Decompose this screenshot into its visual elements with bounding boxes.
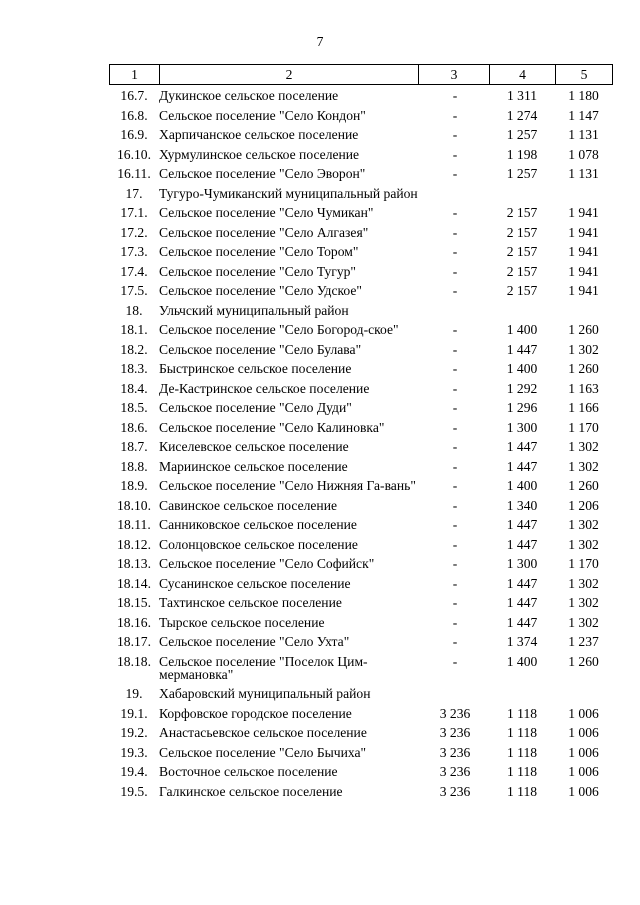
column-3-value: - [452,400,458,415]
column-3-value: - [452,517,458,532]
settlement-name: Сельское поселение "Село Алгазея" [159,224,369,240]
column-4-value: 2 157 [506,205,538,220]
column-5-value [555,303,612,323]
settlement-name: Ульчский муниципальный район [159,302,349,318]
settlement-name: Мариинское сельское поселение [159,458,348,474]
table-row [109,784,612,804]
column-3-value: - [452,439,458,454]
column-3-value: - [452,575,458,591]
column-4-value: 1 257 [506,127,538,142]
column-3-value: 3 236 [439,725,471,740]
settlement-name: Сельское поселение "Поселок Цим-мермановка" [159,653,368,682]
row-number: 17.1. [120,205,148,220]
page-number: 7 [316,34,324,49]
table-row [109,725,612,745]
column-3-value: - [452,166,458,181]
column-5-value: 1 078 [568,146,599,162]
row-number: 16.11. [117,166,151,181]
column-5-value: 1 302 [568,595,599,610]
table-row [109,498,612,518]
column-3-value: - [452,341,458,357]
column-3-value: - [452,146,458,162]
table-row [109,634,612,654]
column-4-value: 1 274 [506,107,538,123]
settlement-name: Тырское сельское поселение [159,614,325,630]
table-row [109,420,612,440]
column-3-value [421,686,489,706]
column-5-value: 1 302 [568,458,599,474]
column-4-value: 1 374 [506,634,538,649]
row-number: 17. [125,185,143,201]
column-4-value [489,303,555,323]
column-5-value: 1 131 [568,166,599,181]
settlement-name: Анастасьевское сельское поселение [159,725,367,740]
column-4-value: 1 447 [506,341,538,357]
column-3-value: - [452,244,458,259]
column-5-value: 1 180 [568,88,599,103]
row-number: 18.4. [120,380,148,396]
settlement-name: Сельское поселение "Село Тугур" [159,263,356,279]
column-5-value: 1 302 [568,341,599,357]
column-4-value: 1 447 [506,458,538,474]
table-row [109,322,612,342]
column-5-value: 1 941 [568,224,599,240]
row-number: 18.14. [117,575,151,591]
column-3-value: - [452,322,458,337]
settlement-name: Сельское поселение "Село Кондон" [159,107,366,123]
column-3-value: - [452,205,458,220]
column-3-value: - [452,88,458,103]
table-row [109,686,612,706]
table-row [109,654,612,687]
column-3-value: - [452,458,458,474]
column-4-value: 2 157 [506,283,538,298]
column-5-value: 1 302 [568,575,599,591]
column-4-value: 1 292 [506,380,538,396]
table-row [109,108,612,128]
row-number: 18.6. [120,419,148,435]
table-row [109,615,612,635]
column-5-value: 1 302 [568,517,599,532]
table-row [109,459,612,479]
settlement-name: Быстринское сельское поселение [159,361,352,376]
column-5-value: 1 260 [568,653,599,669]
row-number: 16.7. [120,88,148,103]
column-3-value: 3 236 [439,744,471,760]
table-row [109,517,612,537]
row-number: 19.2. [120,725,148,740]
table-row [109,88,612,108]
table-row [109,706,612,726]
column-4-value: 1 400 [506,653,538,669]
settlement-name: Савинское сельское поселение [159,497,338,513]
column-3-value: - [452,127,458,142]
table-row [109,745,612,765]
row-number: 18.12. [117,536,151,552]
column-3-value: - [452,107,458,123]
settlement-name: Тугуро-Чумиканский муниципальный район [159,185,418,201]
column-3-value: 3 236 [439,764,471,779]
column-4-value: 1 447 [506,517,538,532]
column-4-value: 1 118 [506,705,538,721]
column-4-value: 2 157 [506,244,538,259]
row-number: 17.5. [120,283,148,298]
column-5-value: 1 941 [568,283,599,298]
settlement-name: Сельское поселение "Село Ухта" [159,634,350,649]
column-4-value: 1 447 [506,614,538,630]
table-row [109,147,612,167]
column-3-value: - [452,497,458,513]
table-row [109,244,612,264]
settlement-name: Дукинское сельское поселение [159,88,339,103]
column-3-value [421,186,489,206]
column-3-value: - [452,536,458,552]
column-3-value: - [452,556,458,571]
settlement-name: Сельское поселение "Село Чумикан" [159,205,374,220]
column-header-5: 5 [556,65,613,85]
row-number: 18.9. [120,478,148,493]
settlements-table-body [109,88,612,803]
column-5-value: 1 170 [568,556,599,571]
column-5-value: 1 260 [568,361,599,376]
column-3-value: - [452,614,458,630]
settlement-name: Сельское поселение "Село Дуди" [159,400,352,415]
column-3-value [421,303,489,323]
column-3-value: - [452,653,458,669]
column-4-value: 1 300 [506,419,538,435]
table-row [109,205,612,225]
table-row [109,342,612,362]
row-number: 18.10. [117,497,151,513]
table-row [109,439,612,459]
column-3-value: - [452,361,458,376]
column-4-value: 2 157 [506,224,538,240]
column-4-value: 1 118 [506,783,538,799]
table-row [109,283,612,303]
row-number: 18.2. [120,341,148,357]
settlement-name: Галкинское сельское поселение [159,783,343,799]
row-number: 19.3. [120,744,148,760]
column-5-value: 1 260 [568,322,599,337]
column-header-row [110,65,613,85]
column-4-value: 1 118 [506,725,538,740]
table-row [109,303,612,323]
column-3-value: - [452,595,458,610]
column-5-value: 1 302 [568,439,599,454]
column-3-value: 3 236 [439,705,471,721]
settlement-name: Де-Кастринское сельское поселение [159,380,370,396]
column-4-value [489,186,555,206]
settlement-name: Сельское поселение "Село Софийск" [159,556,375,571]
row-number: 18.5. [120,400,148,415]
column-4-value: 1 447 [506,595,538,610]
column-header-3: 3 [419,65,490,85]
column-4-value: 1 118 [506,764,538,779]
column-5-value: 1 006 [568,705,599,721]
row-number: 19.1. [120,705,148,721]
row-number: 17.3. [120,244,148,259]
table-row [109,127,612,147]
row-number: 18.15. [117,595,151,610]
table-row [109,478,612,498]
column-3-value: - [452,634,458,649]
settlement-name: Сельское поселение "Село Нижняя Га-вань" [159,478,416,493]
column-header-table [109,64,613,85]
row-number: 16.8. [120,107,148,123]
column-5-value: 1 206 [568,497,599,513]
column-4-value: 1 296 [506,400,538,415]
row-number: 18.18. [117,653,151,669]
column-4-value: 1 340 [506,497,538,513]
column-3-value: - [452,224,458,240]
table-row [109,381,612,401]
column-4-value: 1 300 [506,556,538,571]
column-5-value: 1 006 [568,764,599,779]
settlement-name: Киселевское сельское поселение [159,439,349,454]
column-4-value: 1 198 [506,146,538,162]
column-header-4: 4 [490,65,556,85]
settlement-name: Восточное сельское поселение [159,764,338,779]
settlement-name: Санниковское сельское поселение [159,517,357,532]
column-5-value: 1 302 [568,614,599,630]
row-number: 17.2. [120,224,148,240]
table-row [109,264,612,284]
column-4-value: 1 257 [506,166,538,181]
column-4-value [489,686,555,706]
column-5-value [555,686,612,706]
column-5-value: 1 166 [568,400,599,415]
settlements-table [109,88,612,803]
settlement-name: Тахтинское сельское поселение [159,595,342,610]
settlement-name: Сельское поселение "Село Эворон" [159,166,366,181]
settlement-name: Сельское поселение "Село Богород-ское" [159,322,399,337]
table-row [109,361,612,381]
column-4-value: 1 118 [506,744,538,760]
column-5-value: 1 131 [568,127,599,142]
settlement-name: Корфовское городское поселение [159,705,352,721]
column-5-value: 1 163 [568,380,599,396]
column-5-value [555,186,612,206]
column-3-value: - [452,419,458,435]
table-row [109,225,612,245]
column-5-value: 1 006 [568,744,599,760]
row-number: 16.10. [117,146,151,162]
row-number: 19.5. [120,783,148,799]
column-5-value: 1 941 [568,244,599,259]
settlement-name: Харпичанское сельское поселение [159,127,359,142]
row-number: 18.16. [117,614,151,630]
row-number: 19.4. [120,764,148,779]
column-4-value: 1 447 [506,575,538,591]
settlement-name: Сельское поселение "Село Тором" [159,244,359,259]
table-row [109,166,612,186]
row-number: 16.9. [120,127,148,142]
column-4-value: 2 157 [506,263,538,279]
settlement-name: Хурмулинское сельское поселение [159,146,360,162]
column-5-value: 1 170 [568,419,599,435]
column-3-value: 3 236 [439,783,471,799]
column-4-value: 1 447 [506,536,538,552]
row-number: 19. [125,686,143,701]
column-header-1: 1 [110,65,160,85]
table-row [109,764,612,784]
column-3-value: - [452,263,458,279]
settlement-name: Сельское поселение "Село Калиновка" [159,419,385,435]
row-number: 18.17. [117,634,151,649]
row-number: 18.13. [117,556,151,571]
settlement-name: Сельское поселение "Село Бычиха" [159,744,367,760]
column-5-value: 1 147 [568,107,599,123]
row-number: 18.11. [117,517,151,532]
table-row [109,556,612,576]
column-4-value: 1 311 [506,88,538,103]
column-5-value: 1 941 [568,263,599,279]
table-row [109,595,612,615]
row-number: 17.4. [120,263,148,279]
table-row [109,400,612,420]
settlement-name: Сельское поселение "Село Булава" [159,341,362,357]
column-5-value: 1 006 [568,783,599,799]
column-5-value: 1 260 [568,478,599,493]
row-number: 18.1. [120,322,148,337]
settlement-name: Сусанинское сельское поселение [159,575,351,591]
column-5-value: 1 006 [568,725,599,740]
column-5-value: 1 941 [568,205,599,220]
column-3-value: - [452,283,458,298]
column-3-value: - [452,380,458,396]
column-5-value: 1 237 [568,634,599,649]
row-number: 18.7. [120,439,148,454]
table-row [109,537,612,557]
row-number: 18.8. [120,458,148,474]
settlement-name: Сельское поселение "Село Удское" [159,283,362,298]
column-3-value: - [452,478,458,493]
column-5-value: 1 302 [568,536,599,552]
column-4-value: 1 447 [506,439,538,454]
table-row [109,576,612,596]
row-number: 18. [125,302,143,318]
row-number: 18.3. [120,361,148,376]
settlement-name: Солонцовское сельское поселение [159,536,358,552]
column-header-2: 2 [160,65,419,85]
settlement-name: Хабаровский муниципальный район [159,686,371,701]
column-4-value: 1 400 [506,361,538,376]
column-4-value: 1 400 [506,478,538,493]
column-4-value: 1 400 [506,322,538,337]
table-row [109,186,612,206]
